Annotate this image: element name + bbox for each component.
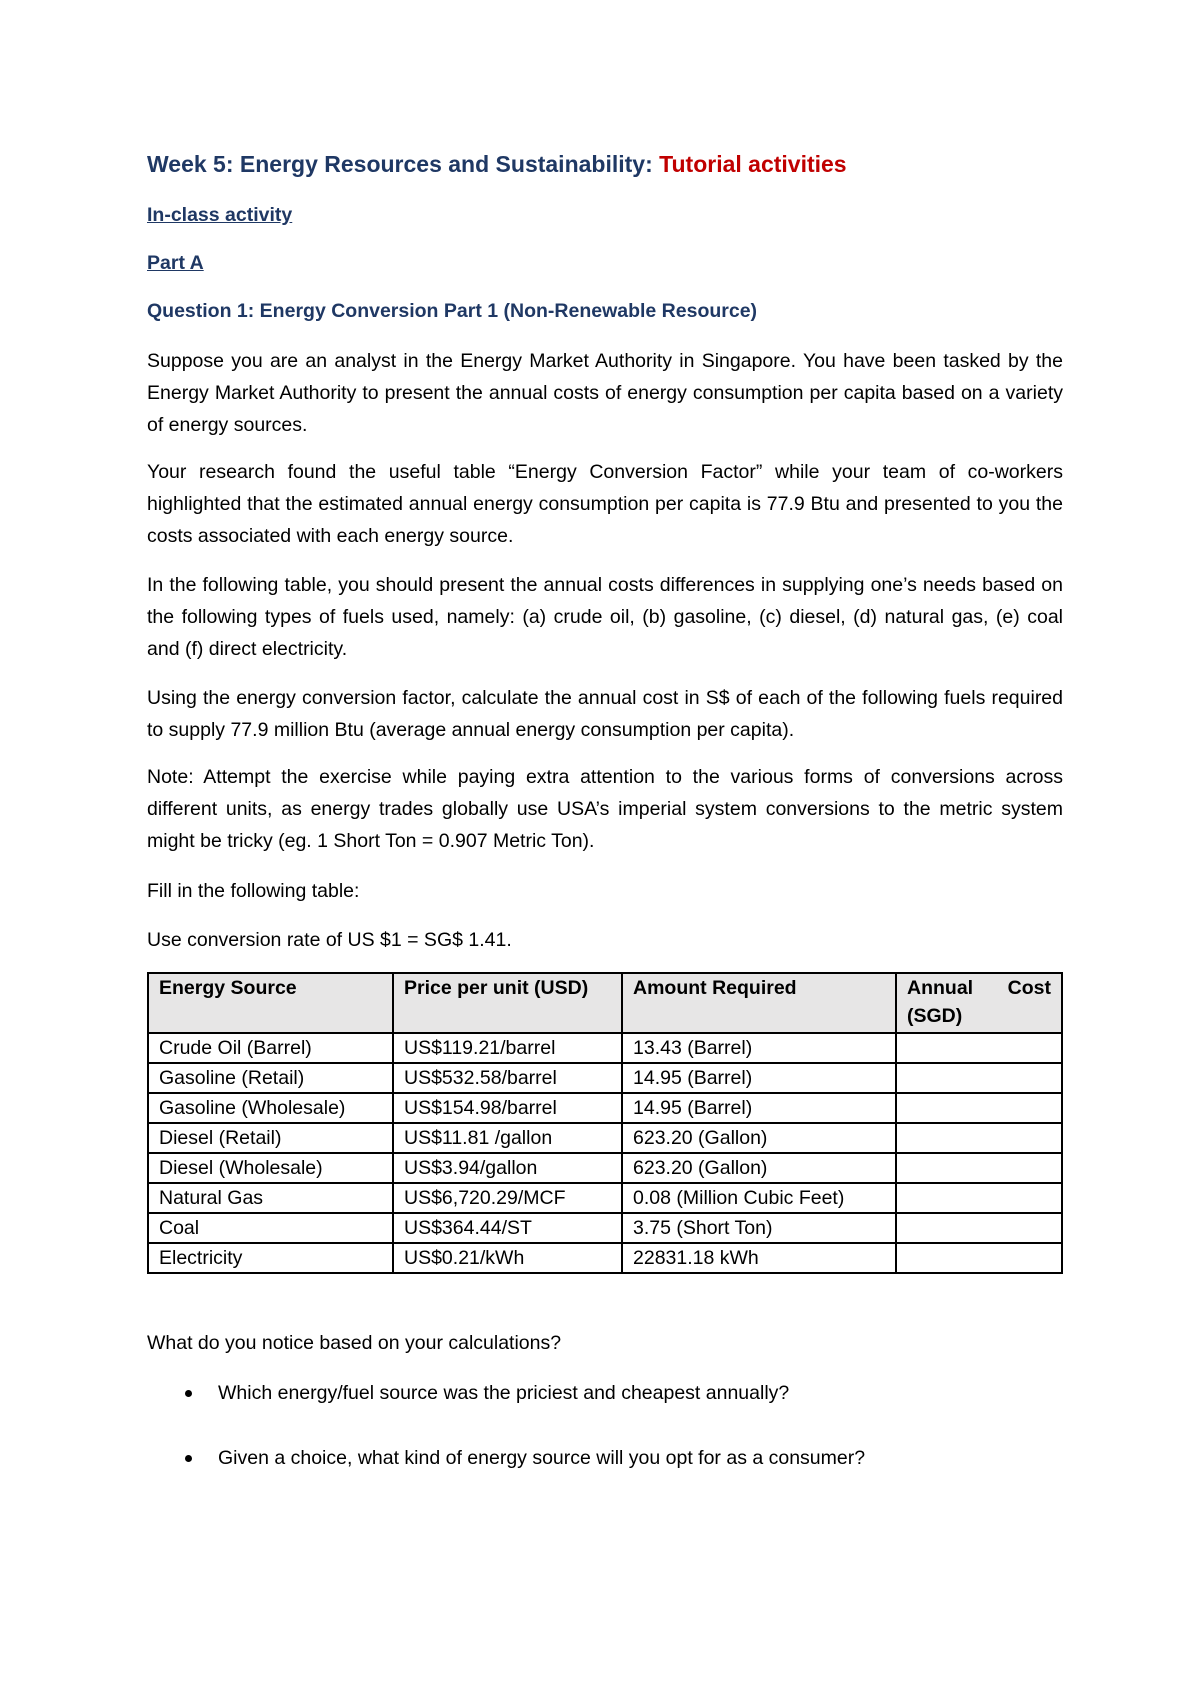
amount-cell: 623.20 (Gallon) <box>622 1153 896 1183</box>
section-heading: In-class activity <box>147 204 293 226</box>
amount-cell: 0.08 (Million Cubic Feet) <box>622 1183 896 1213</box>
annual-cost-cell <box>896 1063 1062 1093</box>
bullet-icon <box>185 1455 192 1462</box>
price-cell: US$364.44/ST <box>393 1213 622 1243</box>
table-row <box>148 1243 1062 1273</box>
table-header-row <box>148 973 1062 1033</box>
amount-cell: 22831.18 kWh <box>622 1243 896 1273</box>
bullet-text: Given a choice, what kind of energy source will you opt for as a consumer? <box>218 1447 866 1469</box>
energy-source-cell: Natural Gas <box>148 1183 393 1213</box>
price-cell: US$154.98/barrel <box>393 1093 622 1123</box>
energy-cost-table <box>147 972 1063 1274</box>
annual-cost-cell <box>896 1243 1062 1273</box>
header-energy-source: Energy Source <box>148 973 393 1033</box>
bullet-icon <box>185 1390 192 1397</box>
paragraph-instructions: In the following table, you should present the annual costs differences in supplying one’s needs based on the following types of fuels used, namely: (a) crude oil, (b) gasoline, (c) diesel, (d) natural gas, (e) coal and (f) direct electricity. <box>147 574 1063 660</box>
price-cell: US$11.81 /gallon <box>393 1123 622 1153</box>
table-row <box>148 1093 1062 1123</box>
header-amount: Amount Required <box>622 973 896 1033</box>
page-title <box>147 148 1063 180</box>
table-row <box>148 1183 1062 1213</box>
paragraph-fill: Fill in the following table: <box>147 880 360 902</box>
paragraph-intro: Suppose you are an analyst in the Energy Market Authority in Singapore. You have been tasked by the Energy Market Authority to present the annual costs of energy consumption per capita based on a variety of energy sources. <box>147 350 1063 436</box>
part-heading: Part A <box>147 252 204 274</box>
amount-cell: 14.95 (Barrel) <box>622 1063 896 1093</box>
amount-cell: 14.95 (Barrel) <box>622 1093 896 1123</box>
energy-source-cell: Diesel (Retail) <box>148 1123 393 1153</box>
price-cell: US$119.21/barrel <box>393 1033 622 1063</box>
table-row <box>148 1153 1062 1183</box>
price-cell: US$3.94/gallon <box>393 1153 622 1183</box>
energy-source-cell: Coal <box>148 1213 393 1243</box>
price-cell: US$6,720.29/MCF <box>393 1183 622 1213</box>
paragraph-research: Your research found the useful table “Energy Conversion Factor” while your team of co-workers highlighted that the estimated annual energy consumption per capita is 77.9 Btu and presented to you the costs associated with each energy source. <box>147 461 1063 547</box>
energy-source-cell: Gasoline (Retail) <box>148 1063 393 1093</box>
header-annual-cost: Annual Cost (SGD) <box>896 973 1062 1033</box>
title-main: Week 5: Energy Resources and Sustainability: <box>147 151 660 177</box>
paragraph-calculation: Using the energy conversion factor, calculate the annual cost in S$ of each of the following fuels required to supply 77.9 million Btu (average annual energy consumption per capita). <box>147 687 1063 741</box>
question-heading: Question 1: Energy Conversion Part 1 (Non-Renewable Resource) <box>147 300 758 322</box>
table-row <box>148 1213 1062 1243</box>
paragraph-conversion-rate: Use conversion rate of US $1 = SG$ 1.41. <box>147 929 512 951</box>
amount-cell: 3.75 (Short Ton) <box>622 1213 896 1243</box>
header-price: Price per unit (USD) <box>393 973 622 1033</box>
followup-question: What do you notice based on your calculations? <box>147 1332 562 1354</box>
paragraph-note: Note: Attempt the exercise while paying extra attention to the various forms of conversions across different units, as energy trades globally use USA’s imperial system conversions to the metric system might be tricky (eg. 1 Short Ton = 0.907 Metric Ton). <box>147 766 1063 852</box>
amount-cell: 13.43 (Barrel) <box>622 1033 896 1063</box>
bullet-item <box>185 1377 789 1409</box>
price-cell: US$0.21/kWh <box>393 1243 622 1273</box>
bullet-text: Which energy/fuel source was the priciest and cheapest annually? <box>218 1382 790 1404</box>
annual-cost-cell <box>896 1093 1062 1123</box>
amount-cell: 623.20 (Gallon) <box>622 1123 896 1153</box>
annual-cost-cell <box>896 1033 1062 1063</box>
bullet-item <box>185 1442 865 1474</box>
table-row <box>148 1063 1062 1093</box>
table-row <box>148 1123 1062 1153</box>
energy-source-cell: Gasoline (Wholesale) <box>148 1093 393 1123</box>
table-row <box>148 1033 1062 1063</box>
annual-cost-cell <box>896 1153 1062 1183</box>
energy-source-cell: Diesel (Wholesale) <box>148 1153 393 1183</box>
annual-cost-cell <box>896 1183 1062 1213</box>
annual-cost-cell <box>896 1123 1062 1153</box>
energy-source-cell: Crude Oil (Barrel) <box>148 1033 393 1063</box>
title-highlight: Tutorial activities <box>659 151 847 177</box>
energy-source-cell: Electricity <box>148 1243 393 1273</box>
annual-cost-cell <box>896 1213 1062 1243</box>
price-cell: US$532.58/barrel <box>393 1063 622 1093</box>
